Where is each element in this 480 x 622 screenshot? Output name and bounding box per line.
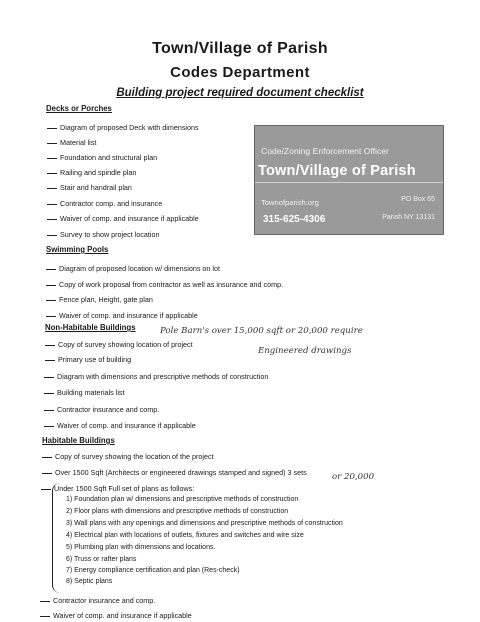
list-item: Waiver of comp. and insurance if applicable (40, 611, 192, 620)
section-pools-title: Swimming Pools (46, 245, 109, 254)
list-item: Primary use of building (45, 355, 131, 364)
list-item: Fence plan, Height, gate plan (46, 295, 153, 304)
card-officer: Code/Zoning Enforcement Officer (261, 146, 389, 156)
list-item: Waiver of comp. and insurance if applicable (44, 421, 196, 430)
card-phone: 315-625-4306 (263, 214, 326, 225)
section-habitable-title: Habitable Buildings (42, 436, 115, 445)
numbered-item: 4) Electrical plan with locations of outlets, fixtures and switches and wire size (66, 532, 304, 539)
card-zip: Parish NY 13131 (382, 214, 435, 221)
list-item: Copy of survey showing the location of the project (42, 452, 214, 461)
list-item: Building materials list (44, 388, 125, 397)
list-item: Diagram of proposed location w/ dimensions on lot (46, 264, 220, 273)
list-item: Contractor comp. and insurance (47, 199, 162, 208)
business-card (254, 125, 444, 235)
handwritten-note-pole-barn: Pole Barn's over 15,000 sqft or 20,000 require (160, 326, 363, 336)
numbered-item: 7) Energy compliance certification and plan (Res-check) (66, 567, 240, 574)
list-item: Over 1500 Sqft (Architects or engineered drawings stamped and signed) 3 sets (42, 468, 307, 477)
list-item: Railing and spindle plan (47, 168, 136, 177)
numbered-item: 8) Septic plans (66, 578, 113, 585)
section-non-habitable-title: Non-Habitable Buildings (45, 323, 136, 332)
section-decks-title: Decks or Porches (46, 104, 112, 113)
list-item: Diagram of proposed Deck with dimensions (47, 123, 199, 132)
card-divider (255, 182, 443, 183)
handwritten-note-20000: or 20,000 (332, 472, 375, 482)
numbered-item: 3) Wall plans with any openings and dimensions and prescriptive methods of construction (66, 520, 343, 527)
list-item: Copy of survey showing location of project (45, 340, 193, 349)
list-item: Diagram with dimensions and prescriptive methods of construction (44, 372, 268, 381)
card-po-box: PO Box 65 (401, 196, 435, 203)
list-item: Under 1500 Sqft Full set of plans as follows: (41, 484, 194, 493)
list-item: Contractor insurance and comp. (44, 405, 159, 414)
card-office: Town/Village of Parish (258, 163, 416, 179)
list-item: Survey to show project location (47, 230, 159, 239)
numbered-item: 5) Plumbing plan with dimensions and locations. (66, 544, 216, 551)
document-title: Town/Village of Parish (152, 40, 328, 57)
numbered-item: 6) Truss or rafter plans (66, 556, 137, 563)
list-item: Copy of work proposal from contractor as well as insurance and comp. (46, 280, 283, 289)
list-item: Waiver of comp. and insurance if applicable (46, 311, 198, 320)
list-item: Contractor insurance and comp. (40, 596, 155, 605)
list-item: Foundation and structural plan (47, 153, 157, 162)
handwritten-note-engineered: Engineered drawings (258, 346, 352, 356)
numbered-item: 1) Foundation plan w/ dimensions and prescriptive methods of construction (66, 496, 299, 503)
department-title: Codes Department (170, 64, 310, 81)
checklist-title: Building project required document checklist (116, 87, 364, 99)
card-address: Townofparish.org (261, 198, 319, 207)
list-item: Waiver of comp. and insurance if applicable (47, 214, 199, 223)
list-brace (52, 483, 65, 593)
list-item: Material list (47, 138, 96, 147)
list-item: Stair and handrail plan (47, 183, 132, 192)
numbered-item: 2) Floor plans with dimensions and prescriptive methods of construction (66, 508, 289, 515)
